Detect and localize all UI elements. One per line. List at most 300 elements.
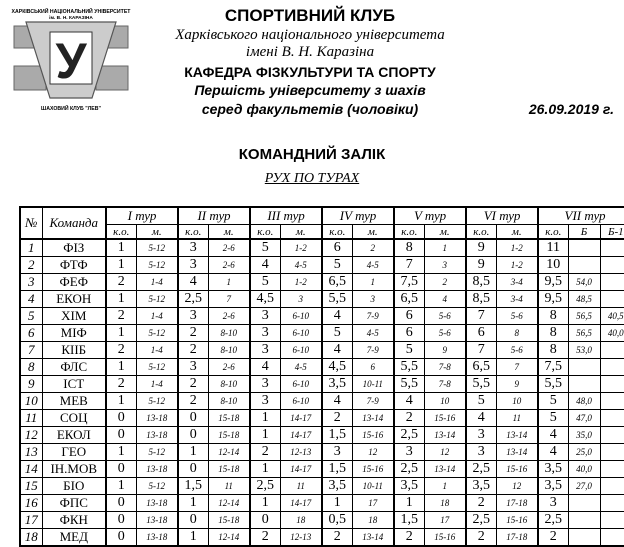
round-2-place: 15-18: [208, 461, 250, 478]
round-4-place: 15-16: [352, 427, 394, 444]
round-4-score: 4,5: [322, 359, 352, 376]
round-7-score: 9,5: [538, 291, 568, 308]
round-5-score: 2,5: [394, 461, 424, 478]
round-2-score: 2: [178, 342, 208, 359]
round-5-score: 6: [394, 325, 424, 342]
round-6-score: 8,5: [466, 291, 496, 308]
round-7-score: 11: [538, 239, 568, 257]
round-1-score: 1: [106, 478, 136, 495]
table-row: [20, 461, 624, 478]
buchholz: [568, 359, 600, 376]
round-3-score: 3: [250, 342, 280, 359]
sub-m: м.: [136, 225, 178, 240]
logo-bottom-text: ШАХОВИЙ КЛУБ "ЛЕВ": [41, 106, 101, 112]
round-6-place: 13-14: [496, 444, 538, 461]
round-4-place: 7-9: [352, 342, 394, 359]
team-name: ФПС: [42, 495, 106, 512]
round-6-score: 3: [466, 444, 496, 461]
round-5-score: 1: [394, 495, 424, 512]
buchholz-minus-1: [600, 342, 624, 359]
team-name: БІО: [42, 478, 106, 495]
round-5-score: 4: [394, 393, 424, 410]
buchholz: 56,5: [568, 325, 600, 342]
round-6-place: 11: [496, 410, 538, 427]
header-row-rounds: [20, 207, 624, 225]
round-6-place: 15-16: [496, 512, 538, 529]
round-6-score: 3: [466, 427, 496, 444]
round-2-place: 2-6: [208, 359, 250, 376]
team-name: ЕКОЛ: [42, 427, 106, 444]
round-2-score: 2,5: [178, 291, 208, 308]
team-name: ФІЗ: [42, 239, 106, 257]
team-name: МЕВ: [42, 393, 106, 410]
round-1-score: 1: [106, 393, 136, 410]
round-4-place: 10-11: [352, 478, 394, 495]
round-6-score: 5: [466, 393, 496, 410]
buchholz: 40,0: [568, 461, 600, 478]
round-7-score: 3,5: [538, 461, 568, 478]
round-3-place: 12-13: [280, 444, 322, 461]
round-6-place: 13-14: [496, 427, 538, 444]
row-number: 6: [20, 325, 42, 342]
buchholz-minus-1: [600, 376, 624, 393]
round-2-score: 2: [178, 376, 208, 393]
round-1-score: 2: [106, 308, 136, 325]
team-name: МІФ: [42, 325, 106, 342]
round-3-score: 3: [250, 325, 280, 342]
row-number: 13: [20, 444, 42, 461]
department-title: КАФЕДРА ФІЗКУЛЬТУРИ ТА СПОРТУ: [184, 64, 436, 80]
table-row: [20, 512, 624, 529]
round-2-place: 8-10: [208, 342, 250, 359]
sub-ko: к.о.: [250, 225, 280, 240]
round-4-place: 13-14: [352, 529, 394, 547]
buchholz-minus-1: [600, 495, 624, 512]
row-number: 3: [20, 274, 42, 291]
round-1-place: 13-18: [136, 495, 178, 512]
round-4-place: 7-9: [352, 308, 394, 325]
round-4-place: 12: [352, 444, 394, 461]
round-1-place: 13-18: [136, 427, 178, 444]
section-title: КОМАНДНИЙ ЗАЛІК: [238, 146, 386, 163]
round-1-place: 1-4: [136, 376, 178, 393]
round-4-score: 1: [322, 495, 352, 512]
round-1-score: 1: [106, 359, 136, 376]
round-5-place: 5-6: [424, 308, 466, 325]
sub-ko: к.о.: [106, 225, 136, 240]
team-name: ХІМ: [42, 308, 106, 325]
buchholz: 48,5: [568, 291, 600, 308]
round-5-score: 5,5: [394, 376, 424, 393]
buchholz-minus-1: [600, 410, 624, 427]
round-4-score: 1,5: [322, 461, 352, 478]
round-2-place: 7: [208, 291, 250, 308]
table-row: [20, 410, 624, 427]
buchholz: 48,0: [568, 393, 600, 410]
table-row: [20, 308, 624, 325]
round-6-place: 15-16: [496, 461, 538, 478]
round-6-score: 2,5: [466, 461, 496, 478]
club-title: СПОРТИВНИЙ КЛУБ: [224, 6, 396, 25]
round-3-place: 1-2: [280, 239, 322, 257]
buchholz-minus-1: [600, 393, 624, 410]
round-2-score: 1: [178, 495, 208, 512]
university-line-2: імені В. Н. Каразіна: [245, 44, 375, 60]
round-3-place: 6-10: [280, 376, 322, 393]
round-5-score: 3: [394, 444, 424, 461]
round-2-place: 8-10: [208, 376, 250, 393]
table-row: [20, 359, 624, 376]
round-3-score: 3: [250, 393, 280, 410]
round-3-score: 3: [250, 308, 280, 325]
round-7-score: 9,5: [538, 274, 568, 291]
round-6-score: 2: [466, 529, 496, 547]
round-5-score: 2,5: [394, 427, 424, 444]
buchholz: [568, 495, 600, 512]
round-4-place: 3: [352, 291, 394, 308]
round-7-score: 2,5: [538, 512, 568, 529]
round-4-score: 2: [322, 410, 352, 427]
round-2-score: 1: [178, 444, 208, 461]
buchholz: 25,0: [568, 444, 600, 461]
round-7-score: 8: [538, 325, 568, 342]
table-row: [20, 393, 624, 410]
round-2-score: 0: [178, 512, 208, 529]
team-name: СОЦ: [42, 410, 106, 427]
round-5-place: 10: [424, 393, 466, 410]
buchholz-minus-1: [600, 461, 624, 478]
row-number: 2: [20, 257, 42, 274]
round-5-place: 15-16: [424, 529, 466, 547]
round-2-place: 2-6: [208, 257, 250, 274]
round-3-place: 6-10: [280, 325, 322, 342]
round-6-place: 5-6: [496, 342, 538, 359]
round-7-score: 10: [538, 257, 568, 274]
round-1-place: 5-12: [136, 393, 178, 410]
buchholz: [568, 512, 600, 529]
round-6-score: 5,5: [466, 376, 496, 393]
round-5-score: 3,5: [394, 478, 424, 495]
event-date: 26.09.2019 г.: [528, 101, 614, 117]
round-6-score: 4: [466, 410, 496, 427]
round-2-place: 12-14: [208, 495, 250, 512]
round-1-place: 5-12: [136, 325, 178, 342]
round-5-header: V тур: [394, 207, 466, 225]
round-4-place: 6: [352, 359, 394, 376]
round-7-score: 4: [538, 427, 568, 444]
round-6-score: 7: [466, 308, 496, 325]
round-3-score: 5: [250, 274, 280, 291]
round-3-place: 4-5: [280, 257, 322, 274]
table-row: [20, 427, 624, 444]
round-1-place: 5-12: [136, 239, 178, 257]
section-subtitle: РУХ ПО ТУРАХ: [264, 171, 360, 186]
buchholz-minus-1: [600, 529, 624, 547]
buchholz: 27,0: [568, 478, 600, 495]
round-2-place: 15-18: [208, 512, 250, 529]
buchholz-minus-1: 40,5: [600, 308, 624, 325]
round-1-place: 5-12: [136, 444, 178, 461]
round-1-place: 5-12: [136, 257, 178, 274]
round-7-score: 5: [538, 393, 568, 410]
row-number: 5: [20, 308, 42, 325]
round-5-score: 5,5: [394, 359, 424, 376]
table-row: [20, 239, 624, 257]
round-7-score: 3,5: [538, 478, 568, 495]
round-3-place: 14-17: [280, 410, 322, 427]
round-5-score: 6,5: [394, 291, 424, 308]
round-6-place: 1-2: [496, 257, 538, 274]
buchholz-minus-1: 40,0: [600, 325, 624, 342]
round-4-score: 2: [322, 529, 352, 547]
round-5-place: 17: [424, 512, 466, 529]
team-name: КІІБ: [42, 342, 106, 359]
round-6-place: 7: [496, 359, 538, 376]
round-2-header: ІІ тур: [178, 207, 250, 225]
round-2-place: 11: [208, 478, 250, 495]
round-2-score: 3: [178, 257, 208, 274]
round-2-place: 2-6: [208, 308, 250, 325]
round-4-score: 5: [322, 257, 352, 274]
round-4-score: 4: [322, 393, 352, 410]
buchholz: [568, 529, 600, 547]
round-3-place: 14-17: [280, 461, 322, 478]
round-1-score: 1: [106, 325, 136, 342]
sub-m: м.: [280, 225, 322, 240]
round-5-score: 2: [394, 529, 424, 547]
row-number: 4: [20, 291, 42, 308]
round-1-place: 5-12: [136, 359, 178, 376]
buchholz: [568, 376, 600, 393]
round-4-score: 3,5: [322, 376, 352, 393]
round-7-score: 8: [538, 308, 568, 325]
round-2-place: 8-10: [208, 325, 250, 342]
round-1-score: 0: [106, 410, 136, 427]
row-number: 11: [20, 410, 42, 427]
round-1-score: 0: [106, 529, 136, 547]
sub-m: м.: [496, 225, 538, 240]
round-2-score: 2: [178, 393, 208, 410]
round-3-place: 6-10: [280, 393, 322, 410]
logo-top-text-2: ім. В. Н. КАРАЗІНА: [49, 16, 93, 21]
header-row-sub: [20, 225, 624, 240]
team-name: ФКН: [42, 512, 106, 529]
logo-letter: У: [55, 33, 87, 89]
round-4-place: 4-5: [352, 325, 394, 342]
round-3-place: 4-5: [280, 359, 322, 376]
round-2-score: 0: [178, 461, 208, 478]
row-number: 17: [20, 512, 42, 529]
row-number: 14: [20, 461, 42, 478]
round-4-score: 6,5: [322, 274, 352, 291]
row-number: 12: [20, 427, 42, 444]
round-1-score: 2: [106, 274, 136, 291]
round-5-score: 7,5: [394, 274, 424, 291]
row-number: 1: [20, 239, 42, 257]
round-7-score: 5: [538, 410, 568, 427]
round-3-place: 14-17: [280, 427, 322, 444]
round-1-place: 13-18: [136, 512, 178, 529]
round-4-place: 4-5: [352, 257, 394, 274]
round-1-score: 2: [106, 342, 136, 359]
round-6-score: 3,5: [466, 478, 496, 495]
team-name: ІН.МОВ: [42, 461, 106, 478]
round-5-place: 12: [424, 444, 466, 461]
round-7-score: 3: [538, 495, 568, 512]
buchholz: 56,5: [568, 308, 600, 325]
buchholz-minus-1: [600, 257, 624, 274]
round-4-place: 2: [352, 239, 394, 257]
round-6-place: 9: [496, 376, 538, 393]
round-6-place: 3-4: [496, 274, 538, 291]
round-4-score: 5: [322, 325, 352, 342]
table-row: [20, 274, 624, 291]
round-3-score: 3: [250, 376, 280, 393]
round-4-score: 6: [322, 239, 352, 257]
round-3-place: 12-13: [280, 529, 322, 547]
round-1-score: 1: [106, 444, 136, 461]
round-6-header: VI тур: [466, 207, 538, 225]
round-5-place: 7-8: [424, 376, 466, 393]
round-4-place: 10-11: [352, 376, 394, 393]
buchholz: 54,0: [568, 274, 600, 291]
buchholz-minus-1: [600, 274, 624, 291]
round-5-score: 8: [394, 239, 424, 257]
round-4-score: 0,5: [322, 512, 352, 529]
round-3-score: 2: [250, 529, 280, 547]
round-3-score: 4: [250, 359, 280, 376]
team-name: ІСТ: [42, 376, 106, 393]
round-5-place: 5-6: [424, 325, 466, 342]
round-3-place: 1-2: [280, 274, 322, 291]
buchholz-minus-1: [600, 427, 624, 444]
col-team: Команда: [42, 207, 106, 239]
round-2-score: 4: [178, 274, 208, 291]
round-1-header: І тур: [106, 207, 178, 225]
sub-b: Б: [568, 225, 600, 240]
round-6-place: 5-6: [496, 308, 538, 325]
table-row: [20, 257, 624, 274]
round-6-place: 17-18: [496, 495, 538, 512]
round-6-place: 17-18: [496, 529, 538, 547]
round-3-score: 2: [250, 444, 280, 461]
university-line-1: Харківського національного університета: [175, 27, 445, 43]
logo-top-text: ХАРКІВСЬКИЙ НАЦІОНАЛЬНИЙ УНІВЕРСИТЕТ: [11, 9, 131, 15]
round-2-score: 2: [178, 325, 208, 342]
round-5-place: 13-14: [424, 427, 466, 444]
round-3-score: 1: [250, 427, 280, 444]
table-row: [20, 342, 624, 359]
round-4-score: 5,5: [322, 291, 352, 308]
buchholz: 53,0: [568, 342, 600, 359]
round-6-place: 10: [496, 393, 538, 410]
round-1-score: 0: [106, 512, 136, 529]
table-row: [20, 325, 624, 342]
round-6-score: 2: [466, 495, 496, 512]
round-1-score: 0: [106, 461, 136, 478]
team-name: ЕКОН: [42, 291, 106, 308]
buchholz: 35,0: [568, 427, 600, 444]
round-5-place: 7-8: [424, 359, 466, 376]
round-2-score: 3: [178, 308, 208, 325]
buchholz-minus-1: [600, 478, 624, 495]
round-2-score: 1,5: [178, 478, 208, 495]
round-5-place: 15-16: [424, 410, 466, 427]
table-row: [20, 478, 624, 495]
buchholz-minus-1: [600, 239, 624, 257]
round-5-place: 13-14: [424, 461, 466, 478]
round-5-score: 5: [394, 342, 424, 359]
buchholz: [568, 257, 600, 274]
round-5-place: 1: [424, 478, 466, 495]
round-1-score: 2: [106, 376, 136, 393]
sub-ko: к.о.: [178, 225, 208, 240]
round-1-score: 0: [106, 495, 136, 512]
round-3-place: 11: [280, 478, 322, 495]
round-3-score: 5: [250, 239, 280, 257]
team-name: ФЛС: [42, 359, 106, 376]
round-6-score: 2,5: [466, 512, 496, 529]
round-4-score: 3: [322, 444, 352, 461]
buchholz-minus-1: [600, 291, 624, 308]
team-name: ФТФ: [42, 257, 106, 274]
round-1-score: 1: [106, 239, 136, 257]
round-1-place: 5-12: [136, 291, 178, 308]
round-3-score: 1: [250, 410, 280, 427]
table-row: [20, 376, 624, 393]
round-3-score: 4: [250, 257, 280, 274]
round-5-score: 1,5: [394, 512, 424, 529]
round-6-score: 6: [466, 325, 496, 342]
round-7-score: 8: [538, 342, 568, 359]
round-3-score: 0: [250, 512, 280, 529]
round-4-place: 18: [352, 512, 394, 529]
round-4-place: 7-9: [352, 393, 394, 410]
round-1-score: 0: [106, 427, 136, 444]
round-2-place: 15-18: [208, 427, 250, 444]
buchholz-minus-1: [600, 444, 624, 461]
round-4-score: 4: [322, 342, 352, 359]
round-1-place: 13-18: [136, 529, 178, 547]
team-name: ГЕО: [42, 444, 106, 461]
sub-m: м.: [352, 225, 394, 240]
round-2-score: 3: [178, 359, 208, 376]
sub-ko: к.о.: [538, 225, 568, 240]
round-4-score: 4: [322, 308, 352, 325]
round-2-score: 3: [178, 239, 208, 257]
round-4-place: 13-14: [352, 410, 394, 427]
buchholz-minus-1: [600, 359, 624, 376]
sub-m: м.: [208, 225, 250, 240]
event-title-1: Першість університету з шахів: [194, 82, 426, 98]
round-2-score: 1: [178, 529, 208, 547]
sub-ko: к.о.: [322, 225, 352, 240]
round-1-place: 1-4: [136, 274, 178, 291]
row-number: 10: [20, 393, 42, 410]
round-1-score: 1: [106, 257, 136, 274]
row-number: 18: [20, 529, 42, 547]
round-3-score: 1: [250, 461, 280, 478]
row-number: 8: [20, 359, 42, 376]
round-5-place: 2: [424, 274, 466, 291]
round-5-place: 18: [424, 495, 466, 512]
round-6-score: 7: [466, 342, 496, 359]
round-3-header: ІІІ тур: [250, 207, 322, 225]
round-3-score: 4,5: [250, 291, 280, 308]
round-1-score: 1: [106, 291, 136, 308]
round-7-header: VII тур: [538, 207, 624, 225]
round-3-place: 18: [280, 512, 322, 529]
